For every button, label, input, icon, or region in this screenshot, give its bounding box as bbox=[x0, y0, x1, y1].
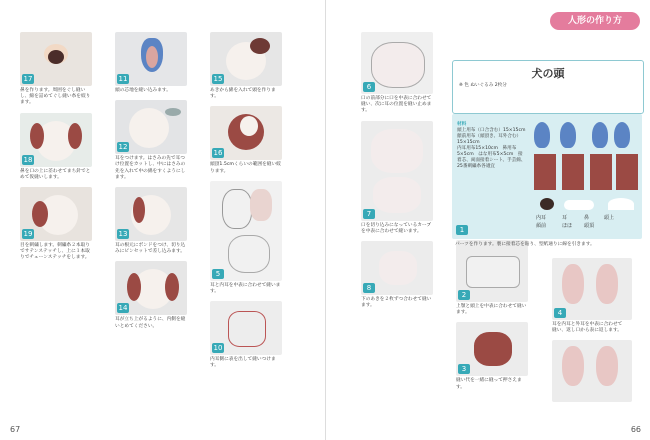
pattern-piece-inner-ear-2 bbox=[592, 122, 608, 148]
step-photo: 18 bbox=[20, 113, 92, 167]
pattern-piece-crown bbox=[608, 198, 634, 210]
step-4b bbox=[552, 340, 632, 402]
column-d bbox=[361, 32, 435, 315]
step-1-number: 1 bbox=[456, 225, 468, 235]
pattern-piece-head-top bbox=[534, 154, 556, 190]
pattern-label-nose: 鼻 bbox=[584, 215, 590, 221]
step-photo: 19 bbox=[20, 187, 92, 241]
step-12: 12 耳をつけます。はさみの先で耳つけ位置をカットし、中にはさみの先を入れて中の綿をすくようにします。 bbox=[115, 100, 189, 181]
pattern-label-inner-ear: 内耳 bbox=[536, 215, 547, 221]
step-11: 11 頭の芯地を縫い込みます。 bbox=[115, 32, 189, 94]
step-photo: 15 bbox=[210, 32, 282, 86]
step-photo: 7 bbox=[361, 121, 433, 221]
step-photo: 6 bbox=[361, 32, 433, 94]
pattern-piece-face bbox=[562, 154, 584, 190]
pattern-piece-nose bbox=[540, 198, 554, 210]
step-photo: 8 bbox=[361, 241, 433, 295]
step-photo: 11 bbox=[115, 32, 187, 86]
column-c bbox=[210, 32, 284, 376]
step-photo: 2 bbox=[456, 240, 528, 302]
step-photo: 10 bbox=[210, 301, 282, 355]
step-photo bbox=[552, 340, 632, 402]
pattern-piece-ear bbox=[560, 122, 576, 148]
step-19: 19 目を刺繍します。刺繍糸２本取りでサテンステッチし、上に１本取りでチェーンステッチをします。 bbox=[20, 187, 94, 262]
section-header: 人形の作り方 bbox=[550, 12, 640, 30]
step-photo: 14 bbox=[115, 261, 187, 315]
pattern-piece-face-2 bbox=[590, 154, 612, 190]
title-box bbox=[452, 60, 644, 114]
step-15: 15 あきから綿を入れて頭を作ります。 bbox=[210, 32, 284, 100]
column-a bbox=[20, 32, 94, 268]
title-main: 犬の頭 bbox=[531, 67, 565, 80]
pattern-label-cheek: ほほ bbox=[562, 223, 573, 229]
step-7: 7 口を切り込みになっているカーブを中表に合わせて縫います。 bbox=[361, 121, 435, 235]
step-8: 8 下のあきを２枚ずつ合わせて縫います。 bbox=[361, 241, 435, 309]
pattern-label-face: 顔前 bbox=[536, 223, 547, 229]
step-13: 13 耳の根元にボンドをつけ、切り込みにピンセットで差し込みます。 bbox=[115, 187, 189, 255]
column-e bbox=[456, 240, 530, 397]
pattern-piece-inner-ear bbox=[534, 122, 550, 148]
pattern-label-ear: 耳 bbox=[562, 215, 568, 221]
step-14: 14 耳が立ち上がるように、内側を縫いとめてください。 bbox=[115, 261, 189, 329]
step-18: 18 鼻を口の上に差わせてまち針でとめて仮縫いします。 bbox=[20, 113, 94, 181]
pattern-piece-head-top-2 bbox=[616, 154, 638, 190]
column-b bbox=[115, 32, 189, 336]
pattern-label-head-top: 頭上 bbox=[604, 215, 615, 221]
step-5: 5 耳と内耳を中表に合わせて縫います。 bbox=[210, 181, 284, 295]
step-6: 6 口の前部分に口を中表に合わせて縫い、次に耳の位置を縫い止めます。 bbox=[361, 32, 435, 115]
step-photo: 3 bbox=[456, 322, 528, 376]
material-line-2: 内耳用布15×10cm 鼻用布5×5cm はな用布5×5cm 接着芯、両面接着シート、手芸綿、25番刺繍糸各適宜 bbox=[457, 146, 526, 169]
step-photo: 17 bbox=[20, 32, 92, 86]
title-sub: ※ 色 ぬいぐるみ 2枚分 bbox=[459, 83, 507, 88]
pattern-label-crown: 頭頂 bbox=[584, 223, 595, 229]
step-photo: 13 bbox=[115, 187, 187, 241]
step-17: 17 鼻を作ります。周囲をぐし縫いし、綿を詰めてぐし縫い糸を絞ります。 bbox=[20, 32, 94, 107]
materials-head: 材料 bbox=[457, 122, 467, 127]
step-4: 4 耳を内耳と外耳を中表に合わせて縫い、返し口から表に返します。 bbox=[552, 258, 632, 334]
step-photo: 5 bbox=[210, 181, 282, 281]
step-16: 16 頭頂1.5cmくらいの範囲を縫い絞ります。 bbox=[210, 106, 284, 174]
materials bbox=[457, 122, 531, 170]
step-photo: 16 bbox=[210, 106, 282, 160]
column-f bbox=[552, 258, 632, 408]
materials-and-pattern bbox=[452, 114, 642, 239]
step-3: 3 縫い代を一緒に縫って押さえます。 bbox=[456, 322, 530, 390]
page-number-right: 66 bbox=[630, 425, 641, 434]
page-number-left: 67 bbox=[10, 425, 21, 434]
step-1-caption: パーツを作ります。裏に接着芯を貼り、型紙通りに線を引きます。 bbox=[455, 242, 595, 247]
step-10: 10 内耳側に表を出して縫いつけます。 bbox=[210, 301, 284, 369]
step-photo: 4 bbox=[552, 258, 632, 320]
step-2: 2 上顎と頭上を中表に合わせて縫います。 bbox=[456, 240, 530, 316]
step-photo: 12 bbox=[115, 100, 187, 154]
pattern-piece-cheek bbox=[564, 200, 594, 210]
pattern-piece-ear-2 bbox=[614, 122, 630, 148]
material-line-1: 頭上用布（口合含む）15×15cm 顔前用布（頭頂き、耳外合む）15×15cm bbox=[457, 128, 531, 145]
